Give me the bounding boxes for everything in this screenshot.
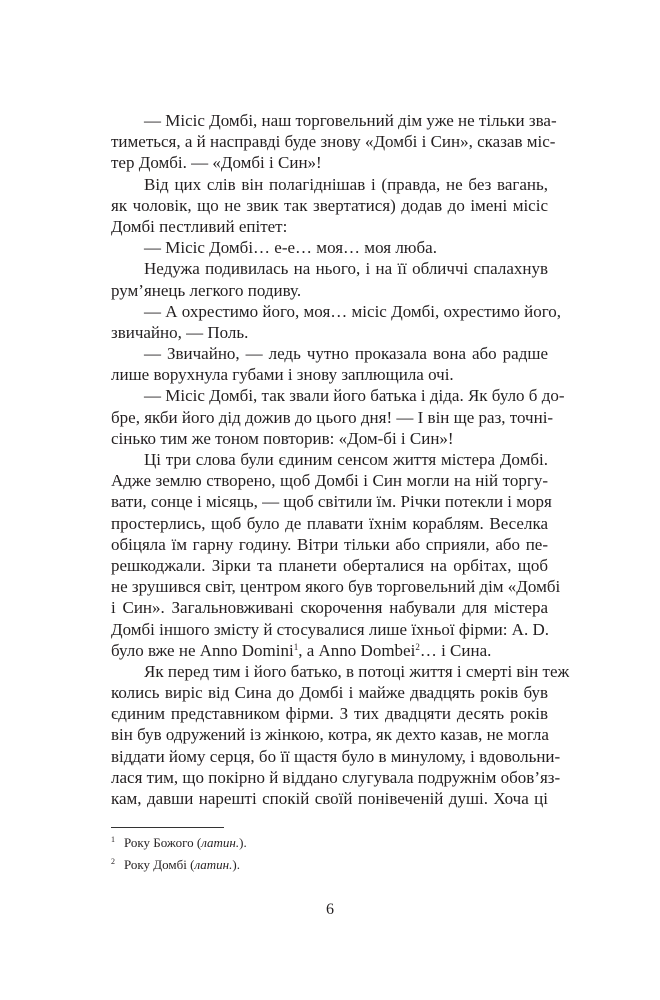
text-line: Ці три слова були єдиним сенсом життя містера Домбі.: [144, 450, 548, 469]
footnote-separator: [111, 827, 224, 828]
text-line: Як перед тим і його батько, в потоці життя і смерті він теж: [144, 661, 570, 681]
body-text: [111, 110, 570, 809]
text-line: решкоджали. Зірки та планети оберталися на орбітах, щоб: [111, 555, 548, 575]
text-line: лише ворухнула губами і знову заплющила очі.: [111, 365, 454, 385]
text-line: обіцяла їм гарну годину. Вітри тільки або сприяли, або пе-: [111, 534, 548, 554]
footnote-number: 2: [111, 857, 115, 866]
text-line: — Місіс Домбі, так звали його батька і діда. Як було б до-: [144, 386, 565, 406]
text-line: тер Домбі. — «Домбі і Син»!: [111, 153, 322, 173]
footnote-ref[interactable]: 1: [293, 641, 299, 652]
text-line: бре, якби його дід дожив до цього дня! — І він ще раз, точні-: [111, 407, 554, 427]
text-line: лася тим, що покірно й віддано слугувала подружнім обов’яз-: [111, 767, 561, 787]
text-line: Домбі пестливий епітет:: [111, 216, 288, 236]
text-line: тиметься, а й насправді буде знову «Домбі і Син», сказав міс-: [111, 132, 556, 152]
text-line: кам, давши нарешті спокій своїй понівеченій душі. Хоча ці: [111, 789, 548, 808]
text-line: звичайно, — Поль.: [111, 322, 249, 342]
footnote-text: Року Божого (: [124, 835, 202, 850]
text-line: — Місіс Домбі… е-е… моя… моя люба.: [144, 238, 437, 258]
text-line: [111, 640, 548, 661]
text-line: простерлись, щоб було де плавати їхнім кораблям. Веселка: [111, 513, 548, 533]
text-line: колись виріс від Сина до Домбі і майже двадцять років був: [111, 683, 548, 703]
text-segment: , а Anno Dombei: [298, 640, 416, 660]
footnote-2: [111, 854, 240, 873]
footnote-ref[interactable]: 2: [415, 641, 420, 652]
text-line: Від цих слів він полагіднішав і (правда, не без вагань,: [144, 174, 548, 194]
footnote-1: [111, 832, 247, 851]
footnote-number: 1: [111, 835, 115, 844]
text-line: сінько тим же тоном повторив: «Дом-бі і Син»!: [111, 428, 454, 448]
text-segment: … і Сина.: [419, 640, 492, 660]
text-line: віддати йому серця, бо її щастя було в минулому, і вдовольни-: [111, 746, 561, 766]
text-line: рум’янець легкого подиву.: [111, 280, 302, 300]
footnote-italic: латин.: [194, 857, 233, 872]
text-line: Недужа подивилась на нього, і на її обличчі спалахнув: [144, 259, 548, 279]
page-number: 6: [326, 901, 334, 918]
text-line: і Син». Загальновживані скорочення набували для містера: [111, 598, 548, 618]
text-line: вати, сонце і місяць, — щоб світили їм. Річки потекли і моря: [111, 492, 552, 512]
text-line: — Місіс Домбі, наш торговельний дім уже не тільки зва-: [144, 111, 557, 130]
footnote-close: ).: [239, 835, 247, 850]
text-line: він був одружений із жінкою, котра, як дехто казав, не могла: [111, 725, 549, 745]
text-segment: було вже не Anno Domini: [111, 640, 294, 660]
text-line: як чоловік, що не звик так звертатися) додав до імені місіс: [111, 195, 548, 215]
text-line: єдиним представником фірми. З тих двадцяти десять років: [111, 704, 548, 724]
text-line: — А охрестимо його, моя… місіс Домбі, охрестимо його,: [144, 301, 562, 321]
text-line: не зрушився світ, центром якого був торговельний дім «Домбі: [111, 577, 561, 597]
footnote-close: ).: [232, 857, 240, 872]
footnote-text: Року Домбі (: [124, 857, 195, 872]
text-line: Домбі іншого змісту й стосувалися лише їхньої фірми: A. D.: [111, 619, 549, 639]
text-line: — Звичайно, — ледь чутно проказала вона або радше: [144, 344, 548, 364]
footnote-italic: латин.: [201, 835, 240, 850]
text-line: Адже землю створено, щоб Домбі і Син могли на ній торгу-: [111, 471, 548, 491]
